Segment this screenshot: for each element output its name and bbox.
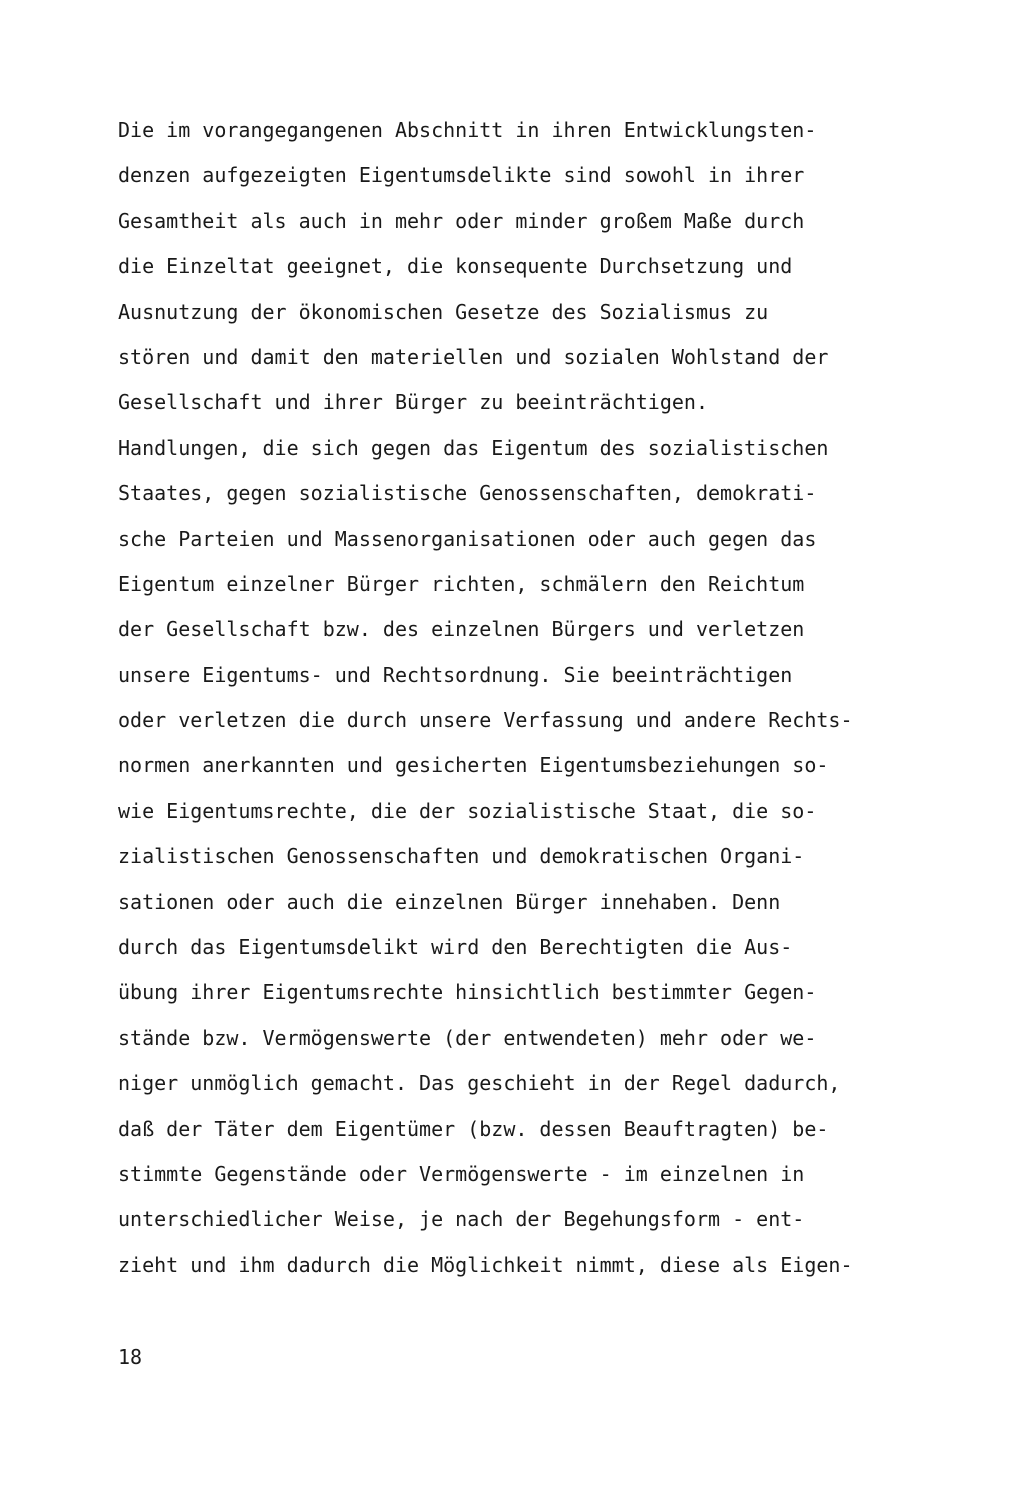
text-line: sche Parteien und Massenorganisationen oder auch gegen das xyxy=(118,526,817,551)
text-line: unterschiedlicher Weise, je nach der Begehungsform - ent- xyxy=(118,1207,805,1232)
text-line: oder verletzen die durch unsere Verfassung und andere Rechts- xyxy=(118,708,853,733)
text-line: normen anerkannten und gesicherten Eigentumsbeziehungen so- xyxy=(118,753,829,778)
text-line: Gesellschaft und ihrer Bürger zu beeinträchtigen. xyxy=(118,390,709,415)
text-line: stände bzw. Vermögenswerte (der entwendeten) mehr oder we- xyxy=(118,1025,817,1050)
text-line: Staates, gegen sozialistische Genossenschaften, demokrati- xyxy=(118,481,817,506)
text-line: der Gesellschaft bzw. des einzelnen Bürgers und verletzen xyxy=(118,617,805,642)
page-number: 18 xyxy=(118,1345,143,1369)
text-line: daß der Täter dem Eigentümer (bzw. dessen Beauftragten) be- xyxy=(118,1116,829,1141)
text-line: sationen oder auch die einzelnen Bürger innehaben. Denn xyxy=(118,889,781,914)
text-line: Die im vorangegangenen Abschnitt in ihren Entwicklungsten- xyxy=(118,118,817,142)
text-line: Eigentum einzelner Bürger richten, schmälern den Reichtum xyxy=(118,571,805,596)
text-line: niger unmöglich gemacht. Das geschieht in der Regel dadurch, xyxy=(118,1071,841,1096)
text-line: stimmte Gegenstände oder Vermögenswerte - im einzelnen in xyxy=(118,1161,805,1186)
text-line: Gesamtheit als auch in mehr oder minder großem Maße durch xyxy=(118,208,805,233)
text-line: die Einzeltat geeignet, die konsequente Durchsetzung und xyxy=(118,254,793,279)
text-line: Handlungen, die sich gegen das Eigentum des sozialistischen xyxy=(118,435,829,460)
text-line: durch das Eigentumsdelikt wird den Berechtigten die Aus- xyxy=(118,935,793,960)
text-line: zieht und ihm dadurch die Möglichkeit nimmt, diese als Eigen- xyxy=(118,1252,853,1277)
text-line: denzen aufgezeigten Eigentumsdelikte sind sowohl in ihrer xyxy=(118,163,805,188)
text-line: unsere Eigentums- und Rechtsordnung. Sie beeinträchtigen xyxy=(118,662,793,687)
text-line: Ausnutzung der ökonomischen Gesetze des Sozialismus zu xyxy=(118,299,769,324)
text-line: übung ihrer Eigentumsrechte hinsichtlich bestimmter Gegen- xyxy=(118,980,817,1005)
text-line: wie Eigentumsrechte, die der sozialistische Staat, die so- xyxy=(118,798,817,823)
body-text xyxy=(118,108,998,1288)
text-line: stören und damit den materiellen und sozialen Wohlstand der xyxy=(118,344,829,369)
text-line: zialistischen Genossenschaften und demokratischen Organi- xyxy=(118,844,805,869)
